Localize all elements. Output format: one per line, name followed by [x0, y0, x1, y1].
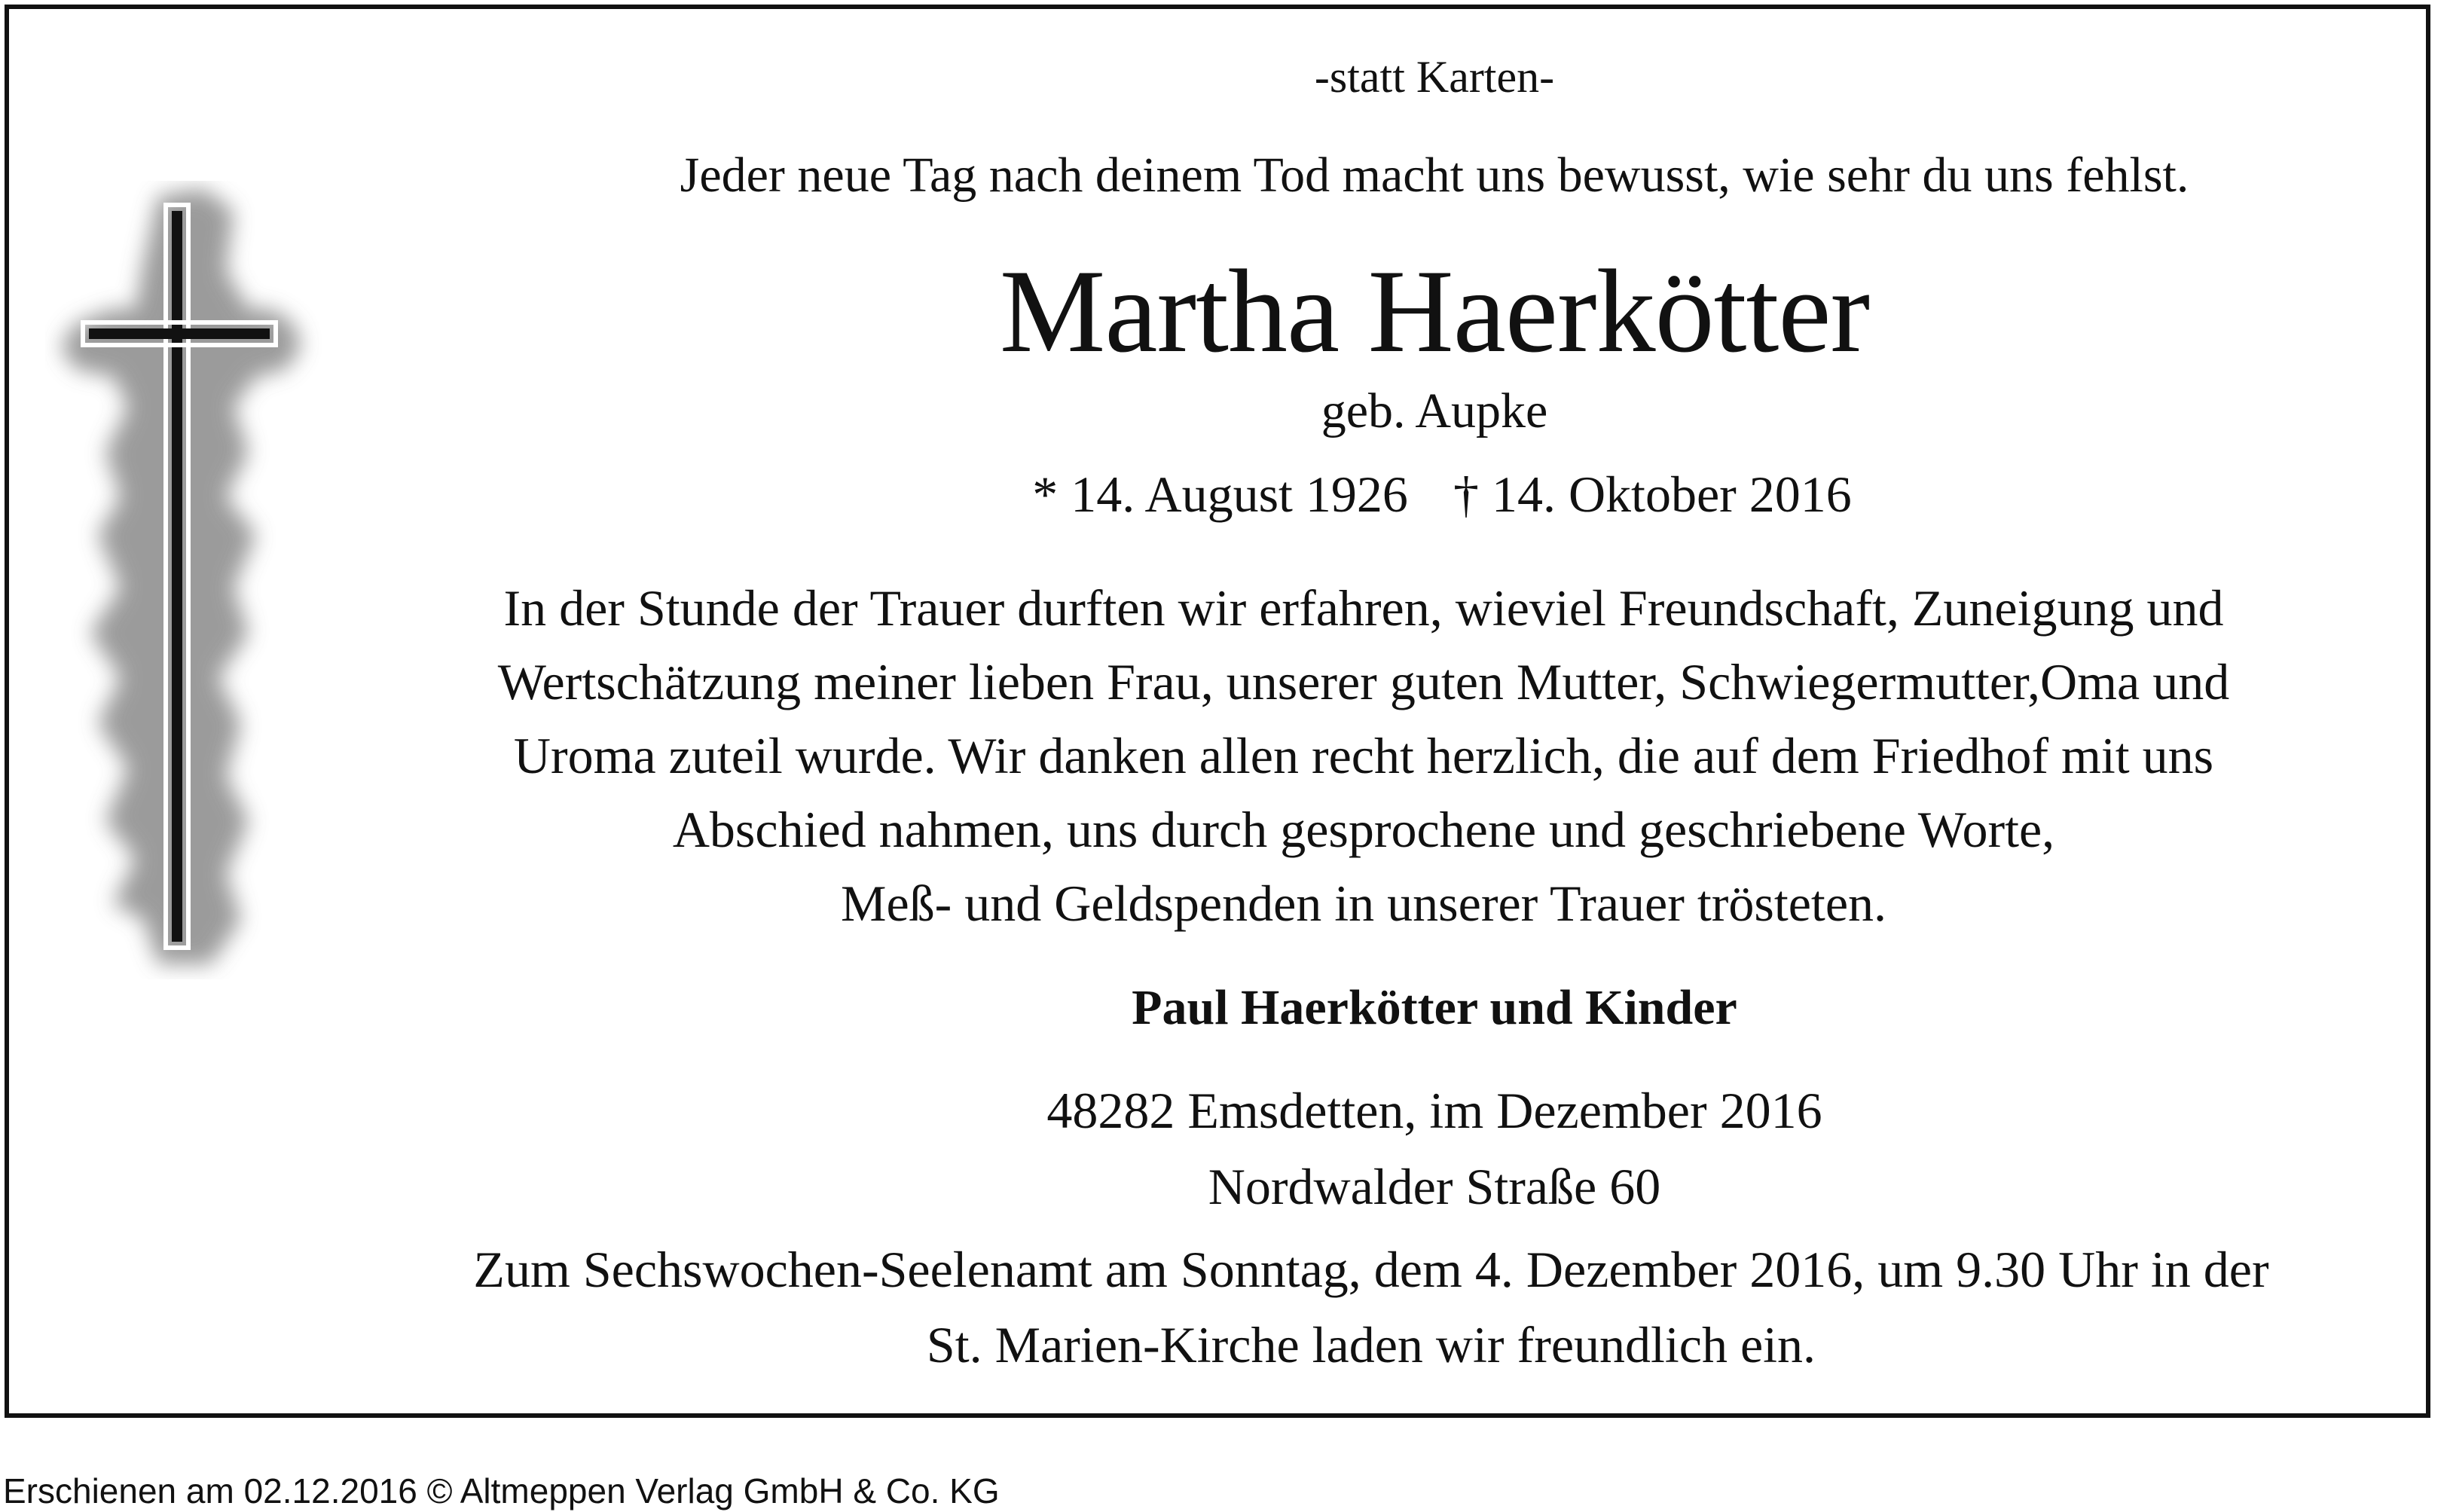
- text-line: Meß- und Geldspenden in unserer Trauer trösteten.: [840, 875, 1887, 932]
- deceased-name: Martha Haerkötter: [999, 246, 1870, 377]
- street-address: Nordwalder Straße 60: [1208, 1158, 1661, 1215]
- text-line: Abschied nahmen, uns durch gesprochene und geschriebene Worte,: [672, 801, 2055, 858]
- maiden-name: geb. Aupke: [1321, 383, 1548, 438]
- text-line: Uroma zuteil wurde. Wir danken allen recht herzlich, die auf dem Friedhof mit uns: [513, 727, 2214, 784]
- service-announcement: [331, 1232, 2411, 1382]
- thank-you-text: [324, 571, 2403, 940]
- text-line: Zum Sechswochen-Seelenamt am Sonntag, dem 4. Dezember 2016, um 9.30 Uhr in der: [473, 1241, 2269, 1298]
- text-line: In der Stunde der Trauer durften wir erfahren, wieviel Freundschaft, Zuneigung und: [503, 579, 2224, 637]
- motto: Jeder neue Tag nach deinem Tod macht uns bewusst, wie sehr du uns fehlst.: [680, 148, 2189, 203]
- life-dates: [0, 466, 2447, 523]
- publication-footer: Erschienen am 02.12.2016 © Altmeppen Verlag GmbH & Co. KG: [3, 1471, 1000, 1510]
- birth-date: * 14. August 1926: [1032, 466, 1408, 523]
- place-date: 48282 Emsdetten, im Dezember 2016: [1046, 1082, 1822, 1139]
- text-line: Wertschätzung meiner lieben Frau, unserer guten Mutter, Schwiegermutter,Oma und: [497, 653, 2230, 710]
- death-date: † 14. Oktober 2016: [1453, 466, 1852, 523]
- notice-header: -statt Karten-: [1314, 52, 1555, 102]
- signer: Paul Haerkötter und Kinder: [1132, 980, 1737, 1035]
- text-line: St. Marien-Kirche laden wir freundlich ein.: [926, 1316, 1816, 1373]
